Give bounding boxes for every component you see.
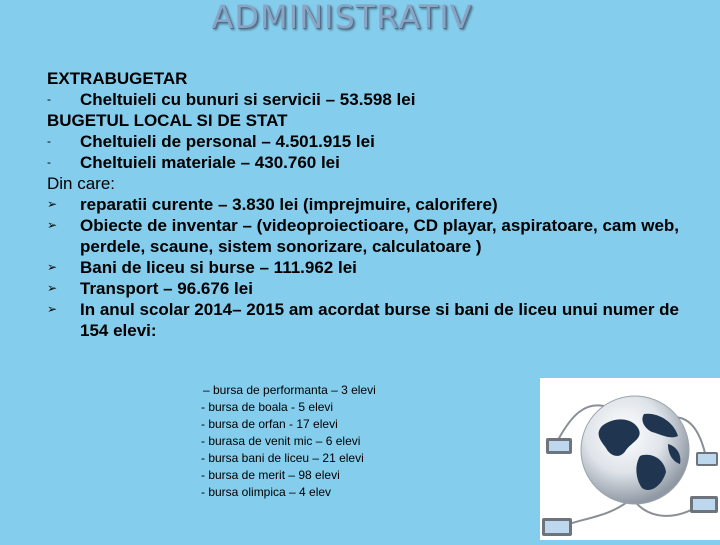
dash-bullet: - (47, 155, 51, 169)
expense-personal: Cheltuieli de personal – 4.501.915 lei (80, 132, 375, 151)
list-item (47, 131, 707, 152)
globe-network-icon (540, 378, 720, 540)
bursa-item: - bursa olimpica – 4 elev (201, 485, 332, 499)
burse-list (201, 382, 461, 501)
heading-extrabugetar: EXTRABUGETAR (47, 69, 188, 88)
list-item (47, 278, 707, 299)
arrow-bullet-icon: ➢ (47, 197, 58, 211)
bursa-item: - burasa de venit mic – 6 elevi (201, 434, 361, 448)
list-item (47, 215, 707, 257)
bursa-item: - bursa de merit – 98 elevi (201, 468, 340, 482)
page-title: ADMINISTRATIV (211, 0, 473, 36)
arrow-bullet-icon: ➢ (47, 281, 58, 295)
detail-anul-scolar: In anul scolar 2014– 2015 am acordat burse si bani de liceu unui numer de 154 elevi: (80, 300, 680, 340)
list-item (47, 194, 707, 215)
list-item (47, 257, 707, 278)
detail-reparatii: reparatii curente – 3.830 lei (imprejmuire, calorifere) (80, 195, 498, 214)
expense-materiale: Cheltuieli materiale – 430.760 lei (80, 153, 340, 172)
arrow-bullet-icon: ➢ (47, 302, 58, 316)
arrow-bullet-icon: ➢ (47, 260, 58, 274)
expense-bunuri: Cheltuieli cu bunuri si servicii – 53.598 lei (80, 90, 416, 109)
budget-list (47, 68, 707, 341)
dash-bullet: - (47, 134, 51, 148)
list-item (47, 152, 707, 173)
arrow-bullet-icon: ➢ (47, 218, 58, 232)
bursa-item: - bursa bani de liceu – 21 elevi (201, 451, 364, 465)
detail-bani: Bani de liceu si burse – 111.962 lei (80, 258, 357, 277)
heading-bugetul: BUGETUL LOCAL SI DE STAT (47, 111, 288, 130)
bursa-item: - bursa de orfan - 17 elevi (201, 417, 338, 431)
list-item (47, 299, 707, 341)
din-care-label: Din care: (47, 174, 116, 193)
dash-bullet: - (47, 92, 51, 106)
list-item (47, 89, 707, 110)
bursa-item: – bursa de performanta – 3 elevi (203, 383, 376, 397)
detail-transport: Transport – 96.676 lei (80, 279, 253, 298)
detail-obiecte: Obiecte de inventar – (videoproiectioare, CD playar, aspiratoare, cam web, perdele, scaune, sistem sonorizare, calculatoare ) (80, 216, 680, 256)
bursa-item: - bursa de boala - 5 elevi (201, 400, 334, 414)
